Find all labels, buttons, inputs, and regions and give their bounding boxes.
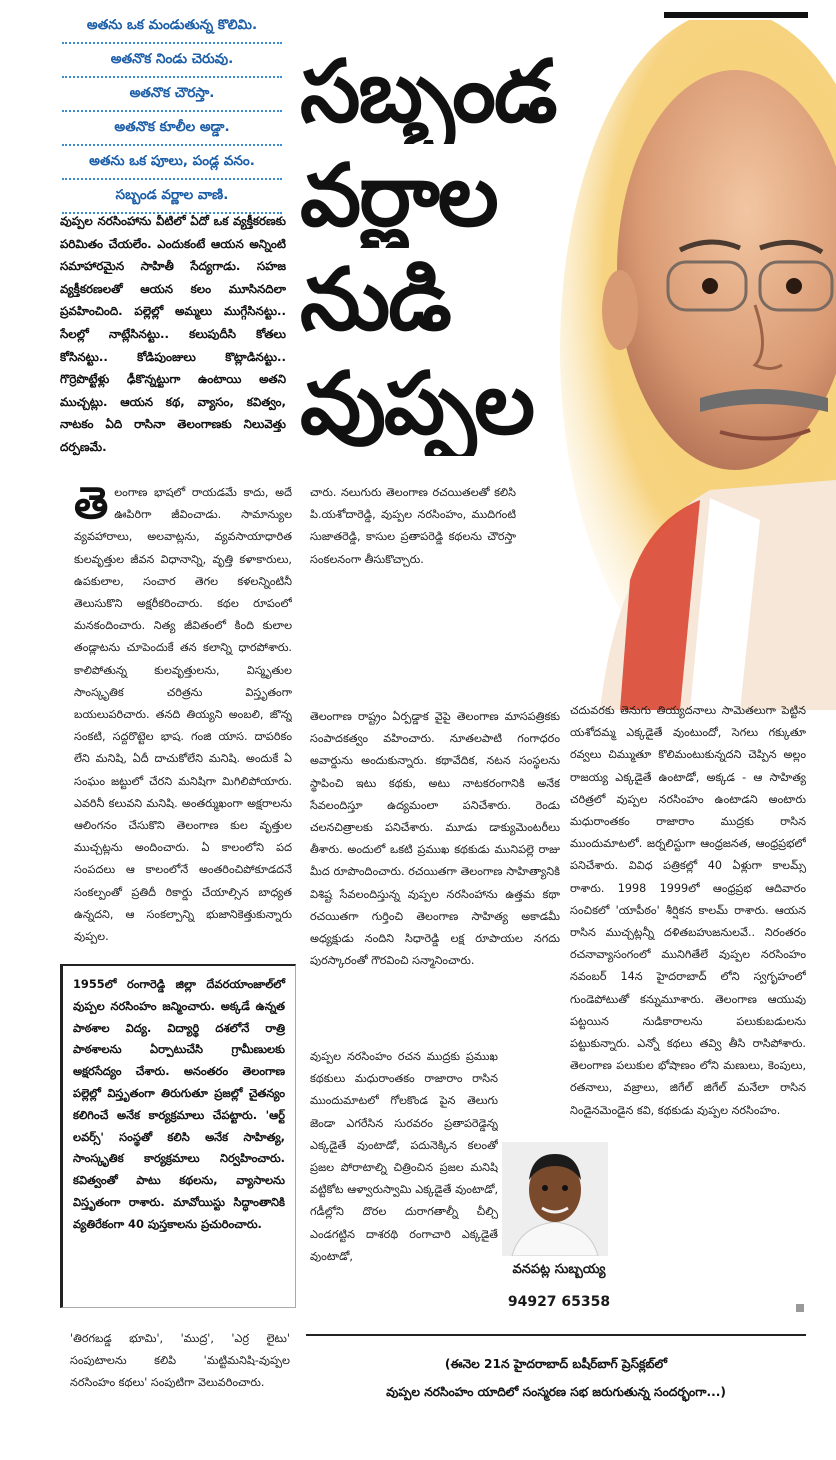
author-name: వనపట్ల సుబ్బయ్య <box>512 1262 606 1277</box>
author-phone: 94927 65358 <box>507 1294 611 1310</box>
column-1-text: లంగాణ భాషలో రాయడమే కాదు, అదే ఊపిరిగా జీవించాడు. సామాన్యుల వ్యవహారాలు, అలవాట్లను, వ్యవసాయాధారిత కులవృత్తుల జీవన విధానాన్ని, వృత్తి కళాకారులు, ఉపకులాల, సంచార తెగల కళలన్నింటినీ తెలుసుకొని అక్షరీకరించారు. కథల రూపంలో మనకందించారు. నిత్య జీవితంలో కింది కులాల తండ్లాటను చూపెందుకే తన కలాన్ని ధారపోశారు. కాలిపోతున్న కులవృత్తులను, విస్మృతుల సాంస్కృతిక చరిత్రను విస్తృతంగా బయలుపరిచారు. తనది తియ్యని అంబలి, జొన్న సంకటి, సద్దరొట్టెల భాష. గంజి యాస. దాపరికం లేని మనిషి, ఏదీ దాచుకోలేని మనిషి. అందుకే ఏ సంఘం జట్టులో చేరని మనిషిగా మిగిలిపోయారు. ఎవరినీ కలువని మనిషి. అంతర్ముఖంగా అక్షరాలను ఆలింగనం చేసుకొని తెలంగాణ కుల వృత్తుల ముచ్చట్లను అందించారు. ఏ కాలంలోని పద సంపదలు ఆ కాలంలోనే అంతరించిపోకూడదనే సంకల్పంతో ప్రతిదీ రికార్డు చేయాల్సిన బాధ్యత ఉన్నదని, ఆ సంకల్పాన్ని భుజానికెత్తుకున్నారు వుప్పల. <box>74 486 292 944</box>
column-2-top: చారు. నలుగురు తెలంగాణ రచయితలతో కలిసి పి.యశోదారెడ్డి, వుప్పల నరసింహం, ముదిగంటి సుజాతరెడ్డి, కాసుల ప్రతాపరెడ్డి కథలను చౌరస్తా సంకలనంగా తీసుకొచ్చారు. <box>310 486 516 566</box>
column-1-bottom: 'తిరగబడ్డ భూమి', 'ముద్ర', 'ఎర్ర లైటు' సంపుటాలను కలిపి 'మట్టిమనిషి-వుప్పల నరసింహం కథలు' సంపుటిగా వెలువరించారు. <box>70 1332 290 1390</box>
headline-line: వుప్పల <box>300 354 534 454</box>
poem-line: అతనొక నిండు చెరువు. <box>62 44 282 78</box>
headline-line: వర్ణాల <box>300 146 497 246</box>
headline-line: నుడి <box>300 250 450 350</box>
poem-line: అతను ఒక మండుతున్న కొలిమి. <box>62 10 282 44</box>
top-rule <box>664 12 808 18</box>
poem-line: అతనొక కూలీల అడ్డా. <box>62 112 282 146</box>
column-2-bottom: వుప్పల నరసింహం రచన ముద్రకు ప్రముఖ కథకులు మధురాంతకం రాజారాం రాసిన ముందుమాటలో గోలకొండ పైన తెలుగు జెండా ఎగరేసిన సురవరం ప్రతాపరెడ్డెన్న ఎక్కడైతే వుంటాడో, పదునెక్కిన కలంతో ప్రజల పోరాటాల్ని చిత్రించిన ప్రజల మనిషి వట్టికోట ఆళ్వారుస్వామి ఎక్కడైతే వుంటాడో, గడీల్లోని దొరల దురాగతాల్నీ చీల్చి ఎండగట్టిన దాశరథి రంగాచారి ఎక్కడైతే వుంటాడో, <box>310 1050 498 1263</box>
column-3-body: చదువరకు తెనుగు తియ్యదనాలు సామెతలుగా పెట్టిన యశోదమ్మ ఎక్కడైతే వుంటుందో, సెగలు గక్కుతూ రవ్వలు చిమ్ముతూ కొలిమంటుకున్నదని చెప్పిన అల్లం రాజయ్య ఎక్కడైతే ఉంటాడో, అక్కడ - ఆ సాహిత్య చరిత్రలో వుప్పల నరసింహం ఉంటాడని అంటారు మధురాంతకం రాజారాం ముద్రకు రాసిన ముందుమాటలో. జర్నలిస్టుగా ఆంధ్రజనత, ఆంధ్రప్రభలో పనిచేశారు. వివిధ పత్రికల్లో 40 ఏళ్లుగా కాలమ్స్ రాశారు. 1998 1999లో ఆంధ్రప్రభ ఆదివారం సంచికలో 'యాపీఠం' శీర్షికన కాలమ్ రాశారు. ఆయన రాసిన ముచ్చట్లన్నీ దళితబహుజనులవే.. నిరంతరం రచనావ్యాసంగంలో మునిగితేలే వుప్పల నరసింహం నవంబర్ 14న హైదరాబాద్ లోని స్వగృహంలో గుండెపోటుతో కన్నుమూశారు. తెలంగాణ ఆయువు పట్టయిన నుడికారాలను పలుకుబడులను పట్టుకున్నారు. ఎన్నో కథలు తవ్వి తీసి రాసిపోశారు. తెలంగాణ పలుకుల భోషాణం లోని మణులు, కెంపులు, రతనాలు, వజ్రాలు, జిగేల్ జిగేల్ మనేలా రాసిన నిండైనమెండైన కవి, కథకుడు వుప్పల నరసింహం. <box>570 704 806 1117</box>
footer-rule <box>306 1334 806 1336</box>
intro-paragraph: వుప్పల నరసింహాను వీటిలో ఏదో ఒక వ్యక్తీకరణకు పరిమితం చేయలేం. ఎందుకంటే ఆయన అన్నింటి సమాహారమైన సాహితీ సేద్యగాడు. సహజ వ్యక్తీకరణలతో ఆయన కలం మూసినదిలా ప్రవహించింది. పల్లెల్లో అమ్మలు ముగ్గేసినట్టు.. సేలల్లో నాట్లేసినట్టు.. కలుపుదీసి కోతలు కోసినట్టు.. కోడిపుంజులు కొట్లాడినట్టు.. గొర్రెపొట్టేళ్లు ఢీకొన్నట్టుగా ఉంటాయి అతని ముచ్చట్లు. ఆయన కథ, వ్యాసం, కవిత్వం, నాటకం ఏది రాసినా తెలంగాణకు నిలువెత్తు దర్పణమే. <box>60 214 286 454</box>
end-mark <box>796 1304 804 1312</box>
headline-line: సబ్బండ <box>300 42 556 142</box>
column-1-body <box>74 482 292 952</box>
drop-cap: తె <box>74 482 109 529</box>
poem-block <box>62 10 282 214</box>
author-photo <box>502 1142 608 1256</box>
poem-line: సబ్బండ వర్ణాల వాణి. <box>62 180 282 214</box>
footer-note <box>306 1350 806 1406</box>
footer-line: (ఈనెల 21న హైదరాబాద్ బషీర్‌బాగ్ ప్రెస్‌క్లబ్‌లో <box>444 1357 668 1371</box>
poem-line: అతను ఒక పూలు, పండ్ల వనం. <box>62 146 282 180</box>
poem-line: అతనొక చౌరస్తా. <box>62 78 282 112</box>
footer-line: వుప్పల నరసింహం యాదిలో సంస్మరణ సభ జరుగుతున్న సందర్భంగా...) <box>386 1385 726 1399</box>
headline <box>300 40 630 456</box>
column-2-middle: తెలంగాణ రాష్ట్రం ఏర్పడ్డాక వైపై తెలంగాణ మాసపత్రికకు సంపాదకత్వం వహించారు. నూతలపాటి గంగాధరం అవార్డును అందుకున్నారు. కథావేదిక, నటన సంస్థలను స్థాపించి ఇటు కథకు, అటు నాటకరంగానికి అనేక సేవలందిస్తూ ఉద్యమంలా పనిచేశారు. రెండు చలనచిత్రాలకు పనిచేశారు. మూడు డాక్యుమెంటరీలు తీశారు. అందులో ఒకటి ప్రముఖ కథకుడు మునిపల్లె రాజు మీద రూపొందించారు. రచయితగా తెలంగాణ సాహిత్యానికి విశిష్ట సేవలందిస్తున్న వుప్పల నరసింహాను ఉత్తమ కథా రచయితగా గుర్తించి తెలంగాణ సాహిత్య అకాడమీ అధ్యక్షుడు నందిని సిధారెడ్డి లక్ష రూపాయల నగదు పురస్కారంతో గౌరవించి సన్మానించారు. <box>310 710 560 968</box>
bio-box: 1955లో రంగారెడ్డి జిల్లా దేవరయాంజాల్‌లో వుప్పల నరసింహం జన్మించారు. అక్కడే ఉన్నత పాఠశాల విద్య. విద్యార్థి దశలోనే రాత్రి పాఠశాలను ఏర్పాటుచేసి గ్రామీణులకు అక్షరసేద్యం చేశారు. అనంతరం తెలంగాణ పల్లెల్లో విస్తృతంగా తిరుగుతూ ప్రజల్లో చైతన్యం కలిగించే అనేక కార్యక్రమాలు చేపట్టారు. 'ఆర్ట్ లవర్స్' సంస్థతో కలిసి అనేక సాహిత్య, సాంస్కృతిక కార్యక్రమాలు నిర్వహించారు. కవిత్వంతో పాటు కథలను, వ్యాసాలను విస్తృతంగా రాశారు. మావోయిస్టు సిద్ధాంతానికి వ్యతిరేకంగా 40 పుస్తకాలను ప్రచురించారు. <box>60 964 296 1308</box>
